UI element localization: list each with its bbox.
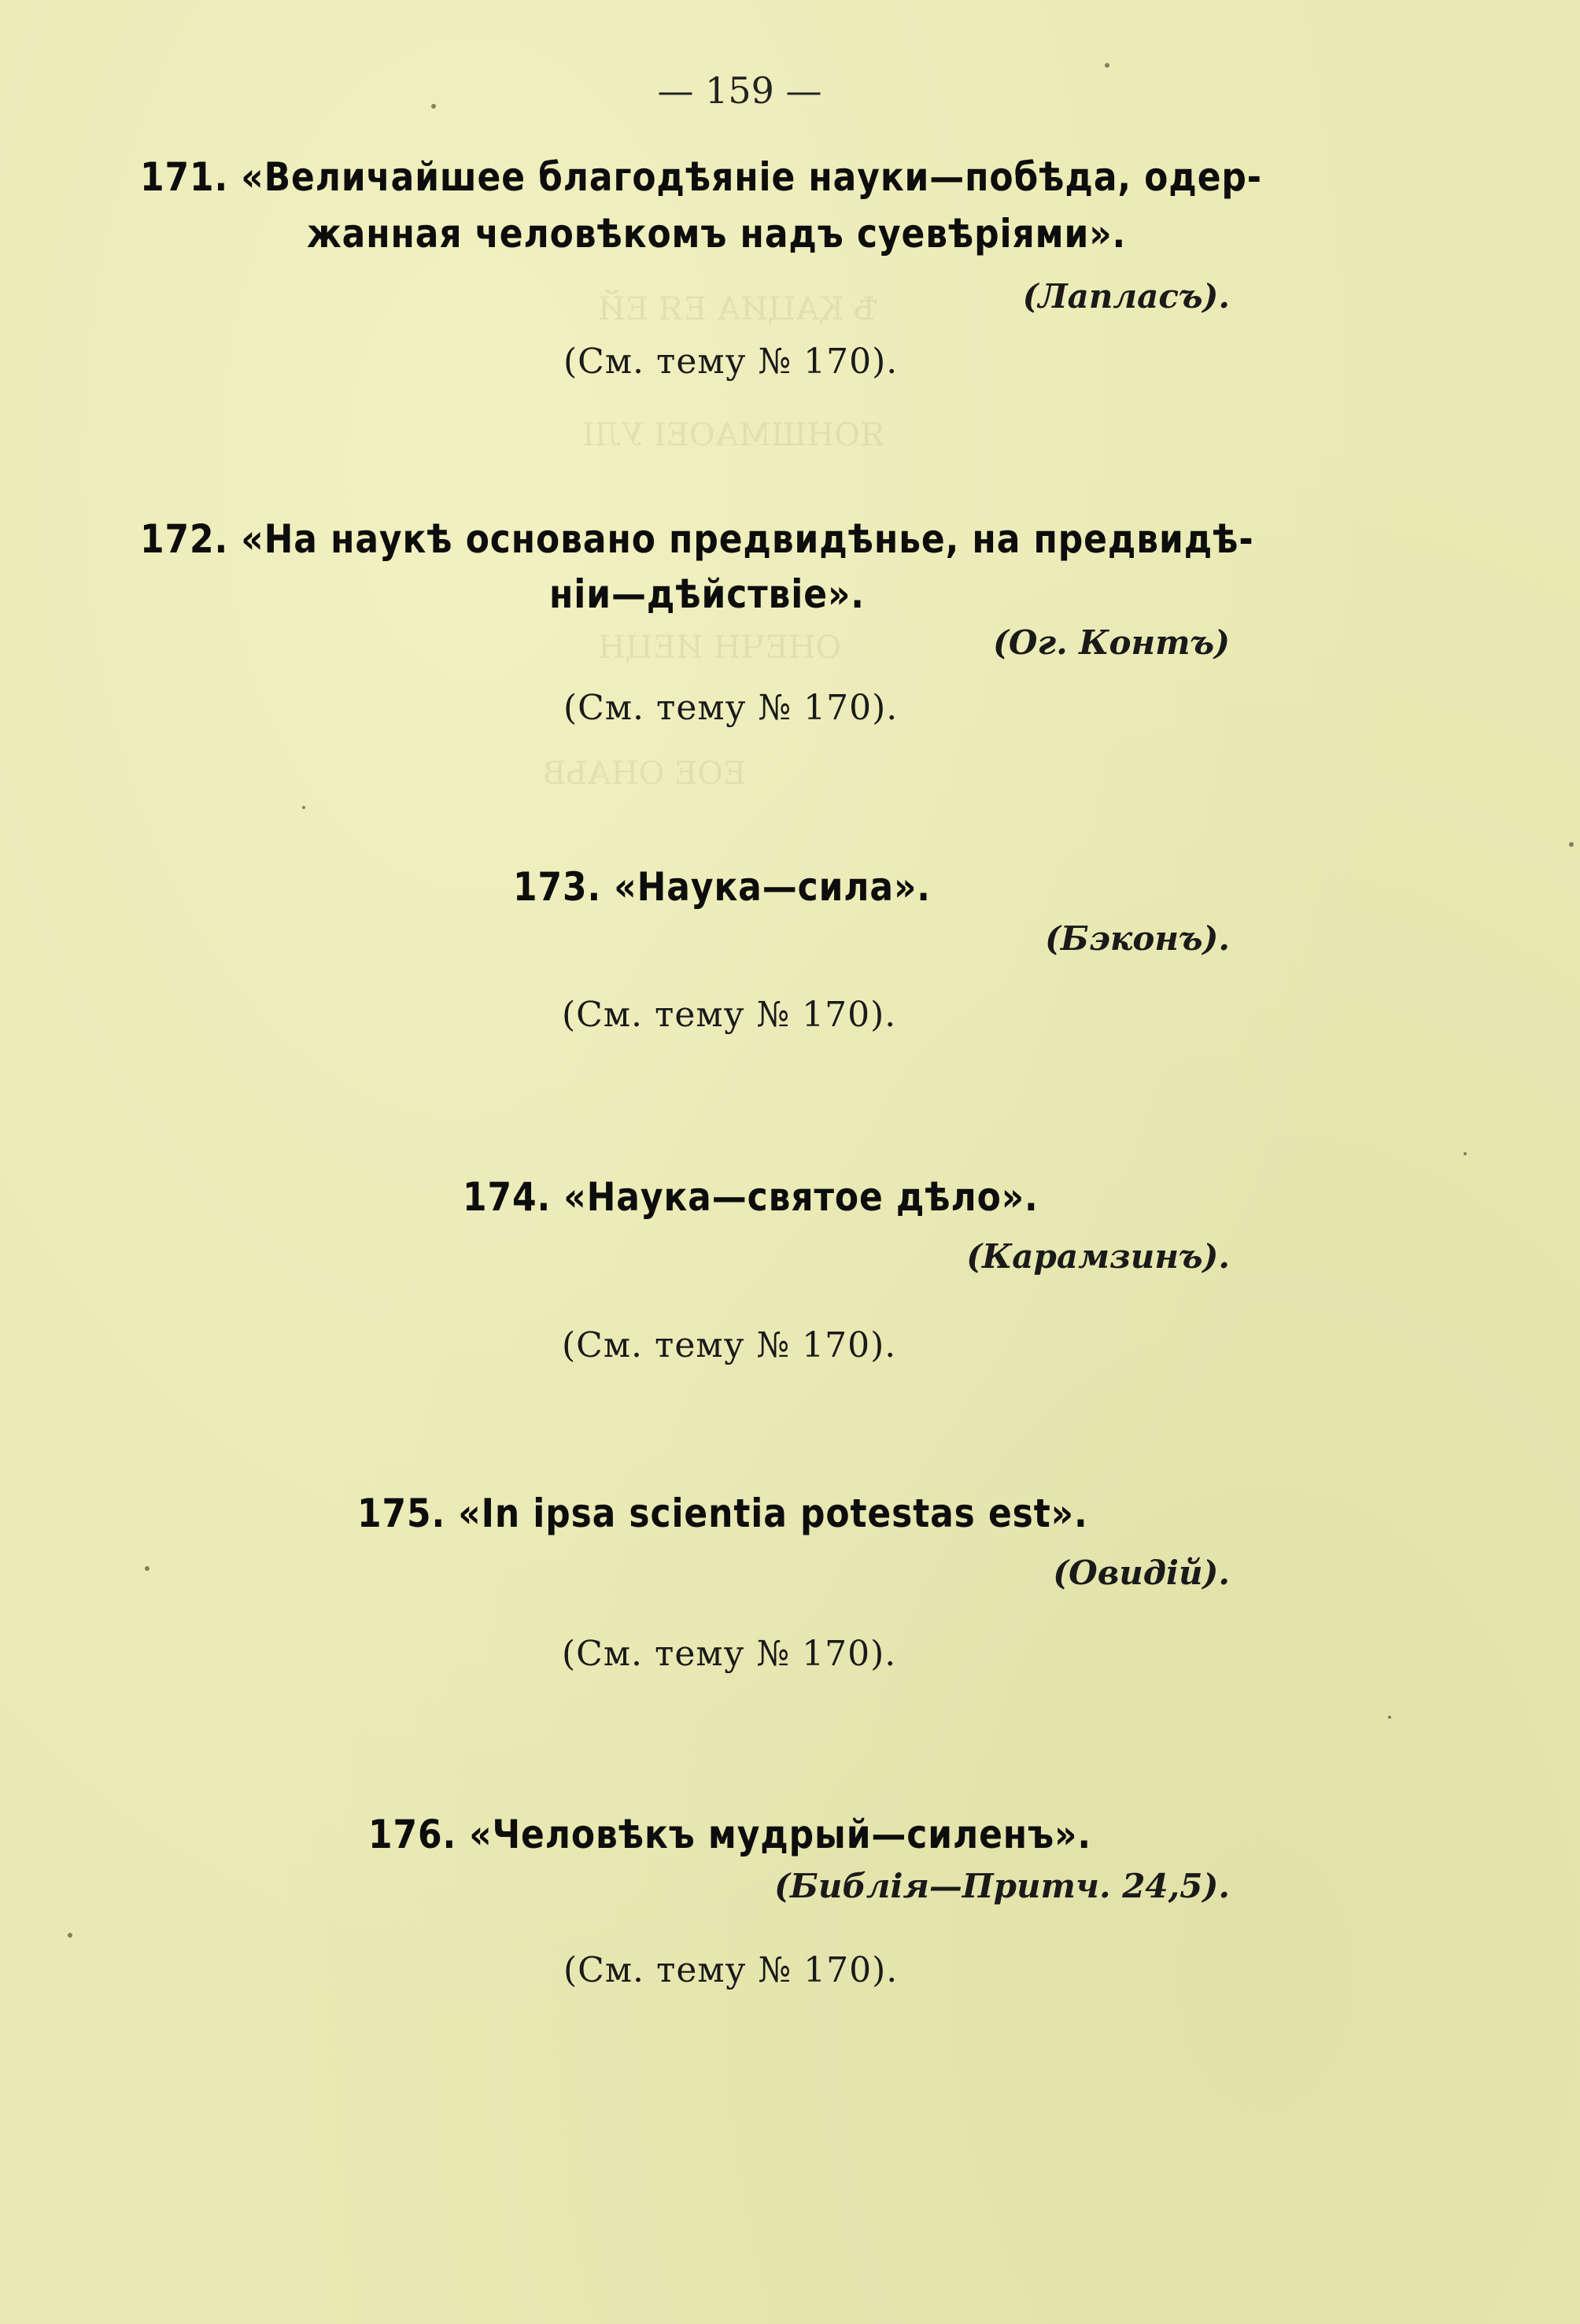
entry-172-author: (Ог. Контъ) — [992, 623, 1230, 662]
entry-173-text: «Наука—сила». — [614, 864, 931, 910]
speck — [1388, 1716, 1391, 1719]
bleed-through-4: ЕОЕ ОНАЬВ — [543, 756, 747, 792]
entry-173-see-also: (См. тему № 170). — [562, 995, 897, 1035]
entry-176-line1 — [368, 1812, 1091, 1857]
entry-171-text: «Величайшее благодѣяніе науки—побѣда, одер- — [241, 154, 1262, 200]
entry-174-author: (Карамзинъ). — [966, 1237, 1230, 1276]
entry-174-see-also: (См. тему № 170). — [562, 1325, 897, 1365]
page-number: — 159 — — [657, 69, 822, 112]
entry-175-author: (Овидій). — [1053, 1554, 1230, 1592]
entry-172-line2: ніи—дѣйствіе». — [549, 571, 865, 617]
entry-175-see-also: (См. тему № 170). — [562, 1634, 897, 1674]
entry-171-see-also: (См. тему № 170). — [563, 342, 899, 382]
entry-171-line2: жанная человѣкомъ надъ суевѣріями». — [307, 211, 1127, 257]
entry-171-line1 — [140, 154, 1262, 200]
entry-171-number: 171. — [140, 154, 229, 200]
entry-176-text: «Человѣкъ мудрый—силенъ». — [469, 1812, 1091, 1857]
speck — [302, 806, 305, 809]
entry-172-line1 — [140, 516, 1254, 562]
entry-174-line1 — [463, 1174, 1039, 1220]
entry-173-line1 — [513, 864, 931, 910]
entry-176-see-also: (См. тему № 170). — [563, 1950, 899, 1990]
entry-176-number: 176. — [368, 1812, 457, 1857]
speck — [431, 104, 436, 109]
entry-173-number: 173. — [513, 864, 602, 910]
bleed-through-2: ЯОНШМАОЕІ УЛІ — [582, 417, 886, 453]
entry-172-see-also: (См. тему № 170). — [563, 688, 899, 728]
speck — [1105, 63, 1109, 68]
speck — [68, 1933, 72, 1938]
speck — [145, 1566, 150, 1571]
entry-171-author: (Лапласъ). — [1022, 277, 1230, 316]
entry-174-text: «Наука—святое дѣло». — [563, 1174, 1039, 1220]
entry-176-author: (Библія—Притч. 24,5). — [774, 1867, 1230, 1905]
entry-174-number: 174. — [463, 1174, 552, 1220]
entry-172-number: 172. — [140, 516, 229, 562]
entry-172-text: «На наукѣ основано предвидѣнье, на предвидѣ- — [241, 516, 1254, 562]
entry-175-number: 175. — [357, 1491, 446, 1536]
bleed-through-3: ОНЕЧН ИЕЦН — [598, 630, 842, 666]
speck — [1569, 842, 1574, 847]
speck — [1464, 1152, 1467, 1155]
bleed-through-1: Ѣ ҚАЦИА ЕЯ ЕЙ — [598, 291, 878, 327]
entry-175-line1 — [357, 1491, 1088, 1536]
entry-175-text: «In ipsa scientia potestas est». — [458, 1491, 1088, 1536]
entry-173-author: (Бэконъ). — [1045, 919, 1230, 958]
